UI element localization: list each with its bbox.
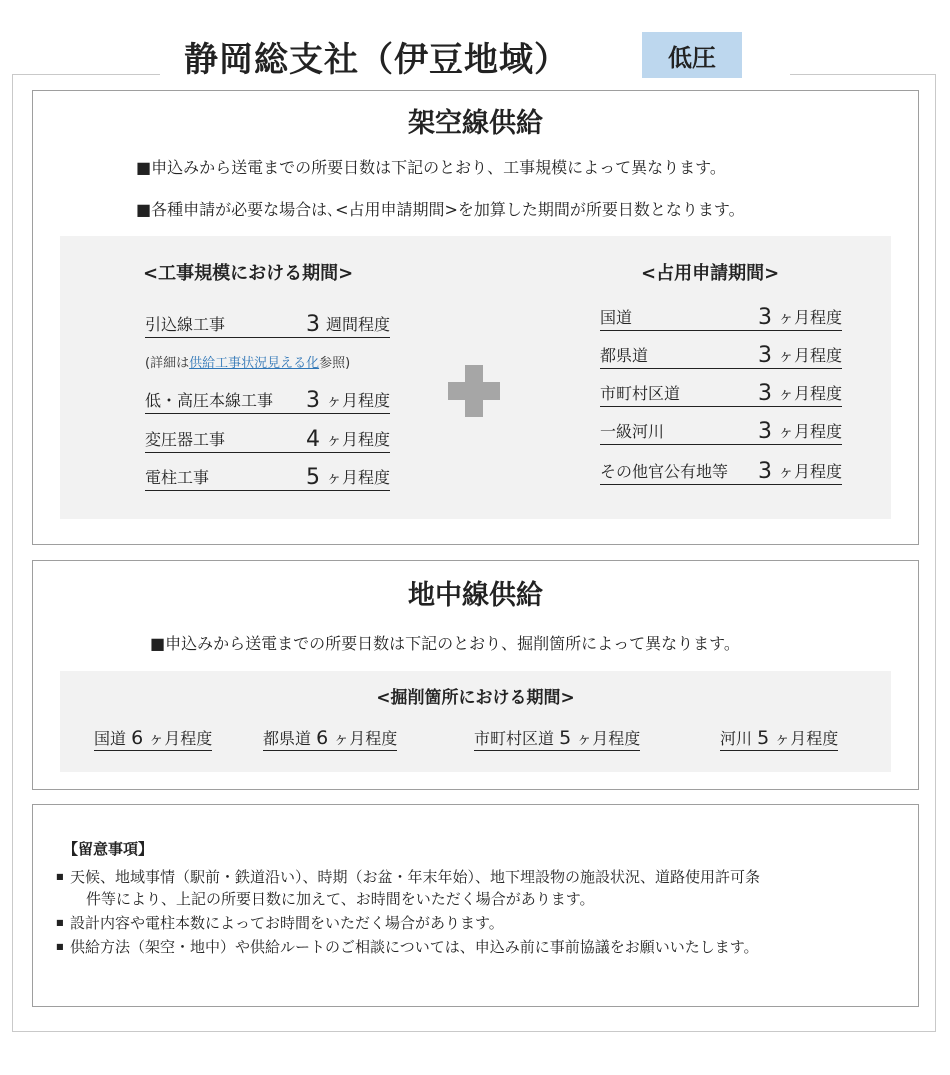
row-num: 3: [757, 381, 772, 406]
plus-icon: [448, 365, 500, 417]
row-name: 低・高圧本線工事: [145, 391, 274, 410]
construction-row: [145, 426, 390, 453]
row-name: 変圧器工事: [145, 430, 226, 449]
row-name: 電柱工事: [145, 468, 210, 487]
construction-row: [145, 311, 390, 338]
row-name: 市町村区道: [600, 384, 681, 403]
caution-item: ■ 設計内容や電柱本数によってお時間をいただく場合があります。: [70, 912, 504, 934]
supply-status-link[interactable]: 供給工事状況見える化: [189, 356, 320, 371]
row-unit: ヶ月程度: [777, 422, 842, 441]
cautions-heading: 【留意事項】: [63, 840, 154, 858]
excavation-item: 河川 5 ヶ月程度: [720, 727, 839, 749]
occupancy-heading: <占用申請期間>: [641, 263, 780, 284]
caution-item: ■ 供給方法（架空・地中）や供給ルートのご相談については、申込み前に事前協議をお願いいたします。: [70, 936, 759, 958]
overhead-note-1: ■申込みから送電までの所要日数は下記のとおり、工事規模によって異なります。: [136, 158, 726, 177]
row-name: 一級河川: [600, 422, 665, 441]
excavation-item: 市町村区道 5 ヶ月程度: [474, 727, 641, 749]
overhead-title: 架空線供給: [408, 108, 543, 139]
underground-title: 地中線供給: [408, 580, 543, 611]
voltage-badge: 低圧: [642, 32, 742, 78]
excavation-item: 都県道 6 ヶ月程度: [263, 727, 398, 749]
row-num: 4: [305, 427, 320, 452]
construction-row: [145, 464, 390, 491]
row-num: 3: [305, 312, 320, 337]
underground-note: ■申込みから送電までの所要日数は下記のとおり、掘削箇所によって異なります。: [150, 634, 740, 653]
row-unit: ヶ月程度: [777, 384, 842, 403]
occupancy-row: [600, 304, 842, 331]
construction-row: [145, 387, 390, 414]
row-unit: 週間程度: [325, 315, 390, 334]
overhead-note-2: ■各種申請が必要な場合は､<占用申請期間>を加算した期間が所要日数となります。: [136, 200, 745, 219]
row-num: 3: [757, 343, 772, 368]
row-unit: ヶ月程度: [777, 308, 842, 327]
row-num: 3: [757, 459, 772, 484]
row-num: 3: [305, 388, 320, 413]
row-name: 国道: [600, 308, 633, 327]
row-unit: ヶ月程度: [777, 346, 842, 365]
row-num: 3: [757, 419, 772, 444]
occupancy-row: [600, 342, 842, 369]
occupancy-row: [600, 458, 842, 485]
row-name: 引込線工事: [145, 315, 226, 334]
row-unit: ヶ月程度: [777, 462, 842, 481]
occupancy-row: [600, 418, 842, 445]
row-num: 5: [305, 465, 320, 490]
row-unit: ヶ月程度: [325, 468, 390, 487]
title-bar: [160, 28, 790, 98]
row-name: 都県道: [600, 346, 649, 365]
row-name: その他官公有地等: [600, 462, 729, 481]
page-title: 静岡総支社（伊豆地域）: [184, 40, 569, 80]
underground-supply-section: [32, 560, 919, 790]
overhead-supply-section: [32, 90, 919, 545]
excavation-heading: <掘削箇所における期間>: [376, 688, 575, 708]
row-unit: ヶ月程度: [325, 430, 390, 449]
row-unit: ヶ月程度: [325, 391, 390, 410]
caution-item: ■ 天候、地域事情（駅前・鉄道沿い）、時期（お盆・年末年始）、地下埋設物の施設状況、道路使用許可条: [70, 866, 760, 888]
row-num: 3: [757, 305, 772, 330]
excavation-item: 国道 6 ヶ月程度: [94, 727, 213, 749]
occupancy-row: [600, 380, 842, 407]
construction-heading: <工事規模における期間>: [143, 263, 354, 284]
caution-item-continued: 件等により、上記の所要日数に加えて、お時間をいただく場合があります。: [86, 890, 595, 908]
detail-note: (詳細は供給工事状況見える化参照): [145, 356, 351, 371]
